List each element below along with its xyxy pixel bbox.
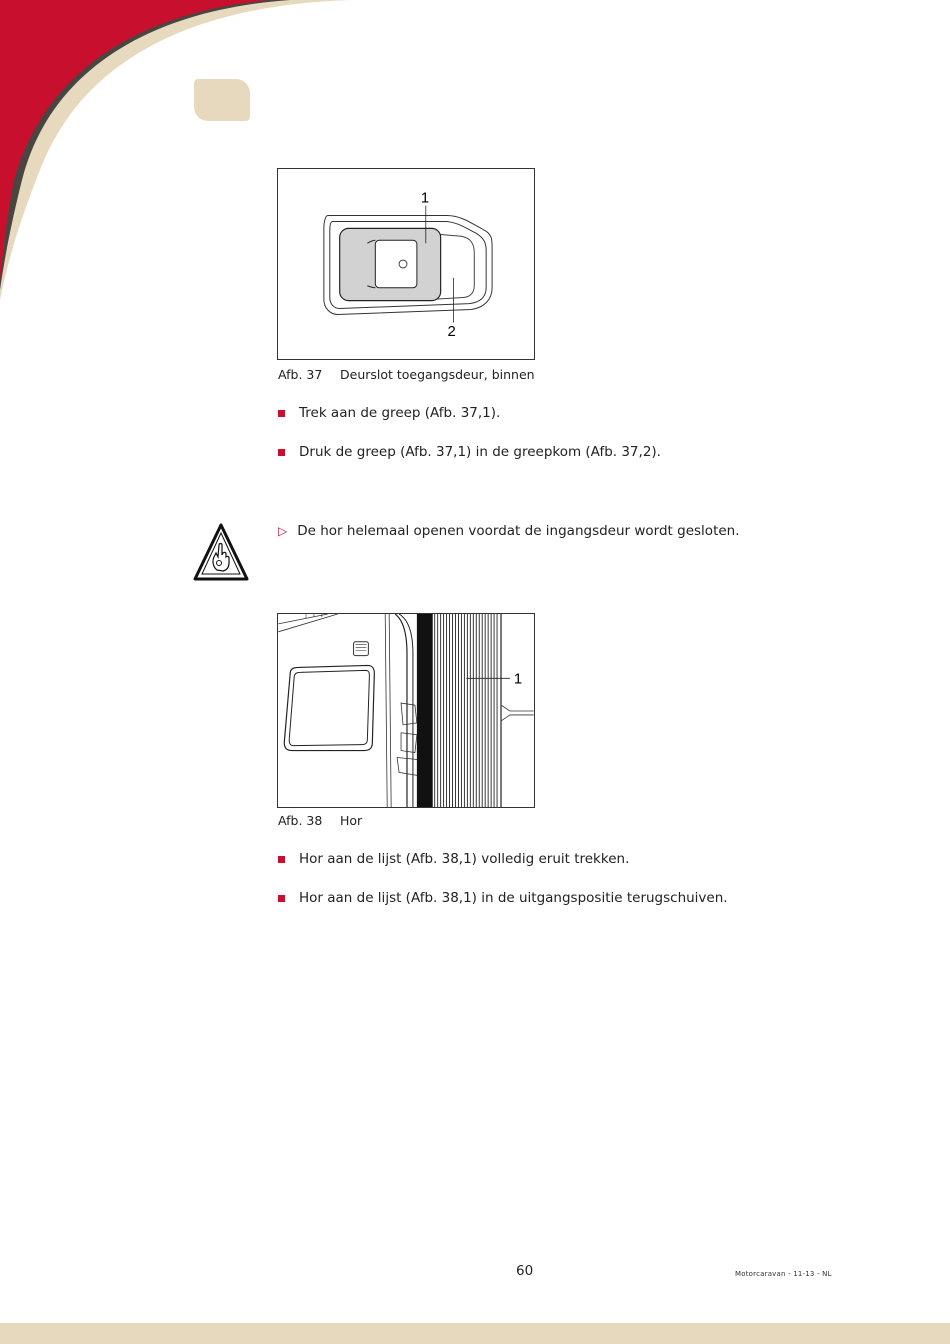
bullet-square-icon (278, 856, 285, 863)
list-item (278, 405, 500, 421)
callout-2: 2 (447, 324, 456, 341)
list-item (278, 444, 661, 460)
figure-caption-text: Deurslot toegangsdeur, binnen (340, 367, 535, 382)
list-item (278, 851, 629, 867)
footer-band (0, 1323, 950, 1344)
screen-illustration (278, 614, 534, 807)
list-item (278, 890, 728, 906)
callout-1: 1 (513, 671, 523, 688)
list-item-text: Hor aan de lijst (Afb. 38,1) in de uitgangspositie terugschuiven. (299, 890, 728, 906)
chapter-tab (194, 79, 250, 121)
bullet-square-icon (278, 410, 285, 417)
figure-caption (278, 367, 535, 382)
bullet-square-icon (278, 449, 285, 456)
triangle-right-icon: ▷ (278, 524, 288, 538)
warning-text: De hor helemaal openen voordat de ingangsdeur wordt gesloten. (297, 523, 740, 539)
callout-1: 1 (420, 190, 430, 207)
warning-hand-icon (193, 523, 249, 581)
figure-caption (278, 813, 362, 828)
bullet-square-icon (278, 895, 285, 902)
figure-screen (277, 613, 535, 808)
figure-label: Afb. 38 (278, 813, 323, 828)
figure-caption-text: Hor (340, 813, 363, 828)
list-item-text: Hor aan de lijst (Afb. 38,1) volledig eruit trekken. (299, 851, 630, 867)
list-item-text: Druk de greep (Afb. 37,1) in de greepkom (Afb. 37,2). (299, 444, 661, 460)
page-number: 60 (516, 1263, 534, 1279)
figure-door-lock (277, 168, 535, 360)
door-lock-illustration (278, 169, 534, 359)
document-id: Motorcaravan - 11-13 - NL (735, 1270, 832, 1278)
figure-label: Afb. 37 (278, 367, 323, 382)
list-item-text: Trek aan de greep (Afb. 37,1). (299, 405, 501, 421)
warning-note (278, 523, 740, 539)
